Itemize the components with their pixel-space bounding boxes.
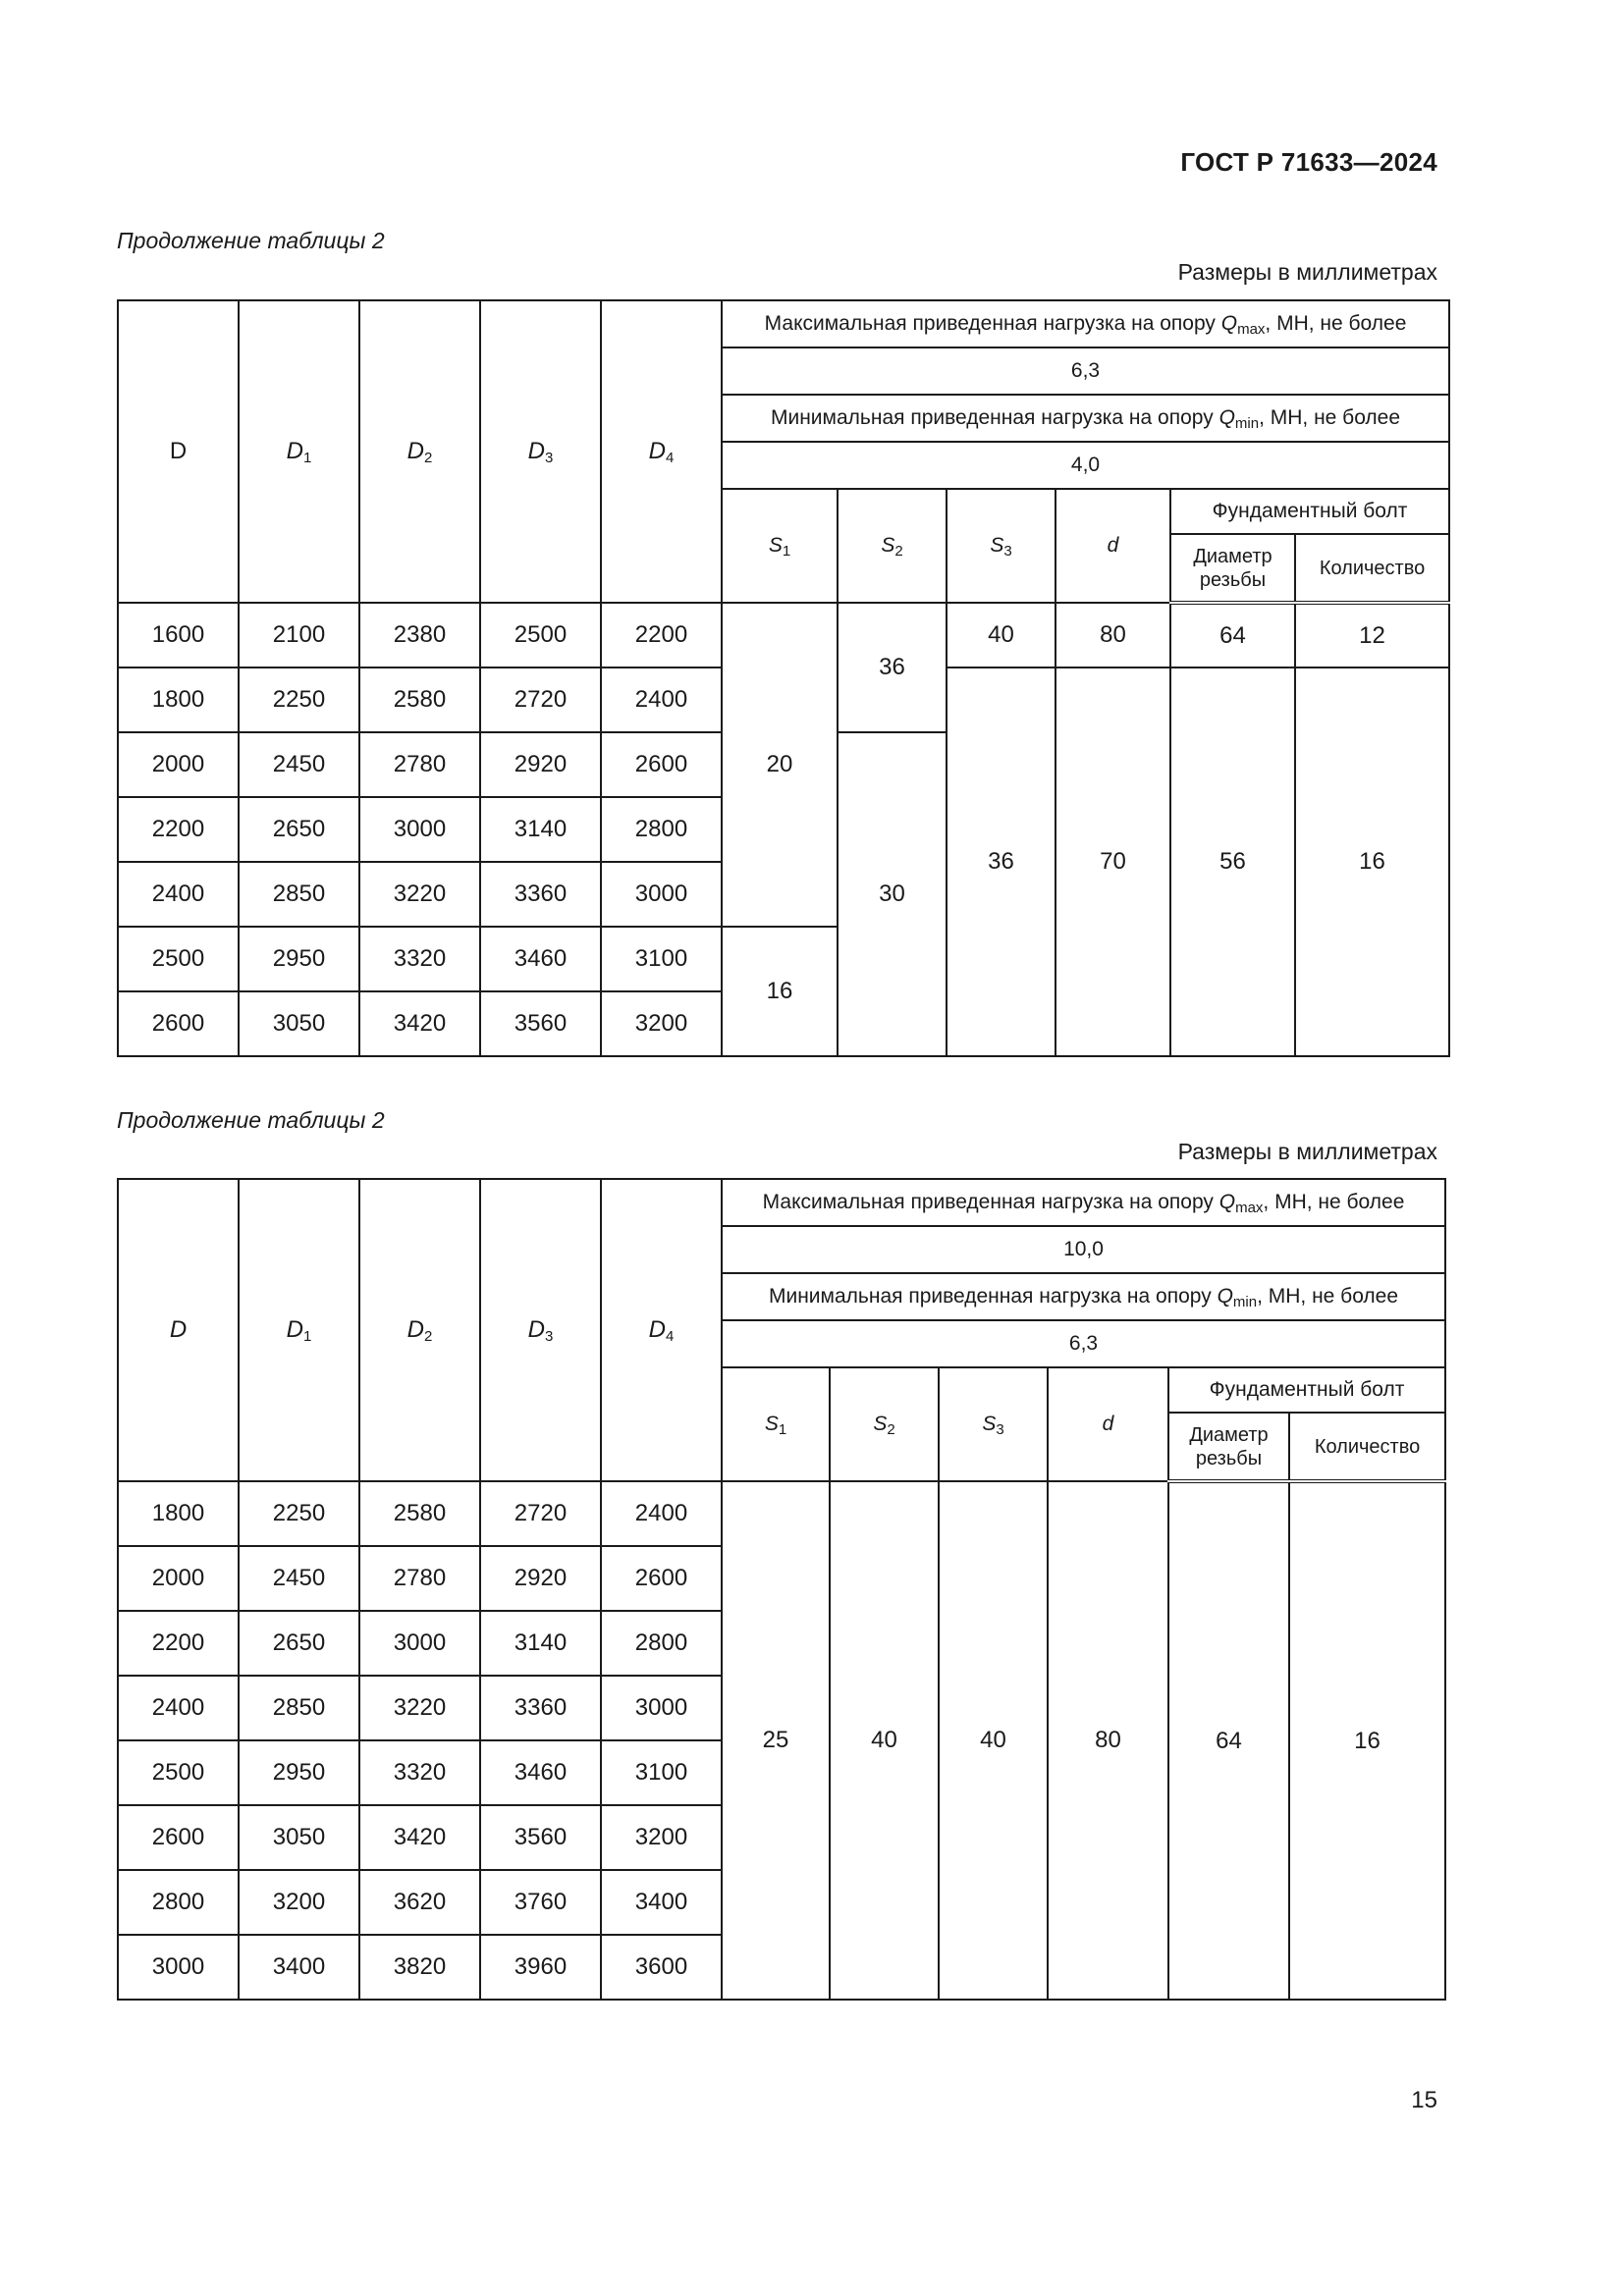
cell-D: 2200 bbox=[118, 797, 239, 862]
cell-D3: 2500 bbox=[480, 603, 601, 667]
cell-D: 2500 bbox=[118, 927, 239, 991]
cell-quantity: 16 bbox=[1289, 1481, 1445, 2000]
table2-units: Размеры в миллиметрах bbox=[1177, 1139, 1437, 1164]
cell-D1: 2450 bbox=[239, 1546, 359, 1611]
cell-D4: 2600 bbox=[601, 732, 722, 797]
cell-D2: 3620 bbox=[359, 1870, 480, 1935]
header-qmax: Максимальная приведенная нагрузка на опору $Q_{max}$, МН, не более bbox=[722, 300, 1449, 347]
cell-D4: 2800 bbox=[601, 1611, 722, 1676]
header-qmin-value: 6,3 bbox=[722, 1320, 1445, 1367]
cell-thread-diameter: 64 bbox=[1168, 1481, 1289, 2000]
cell-D2: 3320 bbox=[359, 1740, 480, 1805]
cell-D2: 3000 bbox=[359, 1611, 480, 1676]
cell-S3: 40 bbox=[947, 603, 1056, 667]
header-S3: $S_3$ bbox=[947, 489, 1056, 603]
cell-D3: 2720 bbox=[480, 1481, 601, 1546]
cell-D3: 2920 bbox=[480, 1546, 601, 1611]
cell-D4: 3200 bbox=[601, 991, 722, 1056]
cell-D1: 2650 bbox=[239, 1611, 359, 1676]
cell-D2: 2780 bbox=[359, 1546, 480, 1611]
header-quantity: Количество bbox=[1289, 1413, 1445, 1481]
document-standard-id: ГОСТ Р 71633—2024 bbox=[1180, 147, 1437, 177]
cell-quantity: 12 bbox=[1295, 603, 1449, 667]
cell-S2: 30 bbox=[838, 732, 947, 1056]
cell-D2: 3320 bbox=[359, 927, 480, 991]
header-D1: $D_1$ bbox=[239, 300, 359, 603]
cell-D4: 2800 bbox=[601, 797, 722, 862]
cell-D3: 3140 bbox=[480, 797, 601, 862]
cell-S1: 16 bbox=[722, 927, 838, 1056]
cell-D: 1800 bbox=[118, 667, 239, 732]
cell-D3: 3360 bbox=[480, 862, 601, 927]
header-qmin: Минимальная приведенная нагрузка на опору $Q_{min}$, МН, не более bbox=[722, 1273, 1445, 1320]
page-number: 15 bbox=[1411, 2087, 1437, 2113]
cell-D3: 2720 bbox=[480, 667, 601, 732]
cell-D1: 3400 bbox=[239, 1935, 359, 2000]
cell-D2: 3220 bbox=[359, 1676, 480, 1740]
cell-D4: 3100 bbox=[601, 1740, 722, 1805]
cell-D4: 2200 bbox=[601, 603, 722, 667]
cell-D: 2000 bbox=[118, 1546, 239, 1611]
header-D1: $D_1$ bbox=[239, 1179, 359, 1481]
cell-D1: 2100 bbox=[239, 603, 359, 667]
cell-D3: 3460 bbox=[480, 927, 601, 991]
cell-D2: 2380 bbox=[359, 603, 480, 667]
cell-D: 1800 bbox=[118, 1481, 239, 1546]
header-D: D bbox=[118, 300, 239, 603]
cell-D2: 2780 bbox=[359, 732, 480, 797]
table-row bbox=[118, 1481, 1445, 1546]
cell-D2: 2580 bbox=[359, 1481, 480, 1546]
cell-D: 2600 bbox=[118, 1805, 239, 1870]
cell-D1: 2950 bbox=[239, 927, 359, 991]
cell-D1: 2950 bbox=[239, 1740, 359, 1805]
cell-D2: 3820 bbox=[359, 1935, 480, 2000]
header-D4: $D_4$ bbox=[601, 300, 722, 603]
header-D2: $D_2$ bbox=[359, 1179, 480, 1481]
cell-d: 70 bbox=[1056, 667, 1170, 1056]
cell-D2: 3420 bbox=[359, 1805, 480, 1870]
cell-D3: 3140 bbox=[480, 1611, 601, 1676]
header-qmax-value: 10,0 bbox=[722, 1226, 1445, 1273]
cell-D1: 3200 bbox=[239, 1870, 359, 1935]
cell-D1: 2850 bbox=[239, 1676, 359, 1740]
cell-D1: 2650 bbox=[239, 797, 359, 862]
header-qmin-value: 4,0 bbox=[722, 442, 1449, 489]
cell-D1: 3050 bbox=[239, 991, 359, 1056]
header-quantity: Количество bbox=[1295, 534, 1449, 603]
table2 bbox=[117, 1178, 1446, 2001]
cell-S1: 20 bbox=[722, 603, 838, 927]
cell-D: 2600 bbox=[118, 991, 239, 1056]
header-d: d bbox=[1048, 1367, 1168, 1481]
cell-D: 2200 bbox=[118, 1611, 239, 1676]
table2-caption: Продолжение таблицы 2 bbox=[117, 1107, 385, 1133]
cell-D1: 2250 bbox=[239, 667, 359, 732]
cell-D3: 3460 bbox=[480, 1740, 601, 1805]
cell-D3: 3560 bbox=[480, 1805, 601, 1870]
cell-D4: 2400 bbox=[601, 1481, 722, 1546]
header-S1: $S_1$ bbox=[722, 489, 838, 603]
header-thread-diameter: Диаметр резьбы bbox=[1170, 534, 1295, 603]
cell-D2: 3420 bbox=[359, 991, 480, 1056]
header-D2: $D_2$ bbox=[359, 300, 480, 603]
header-S2: $S_2$ bbox=[830, 1367, 939, 1481]
header-D3: $D_3$ bbox=[480, 300, 601, 603]
table1-units: Размеры в миллиметрах bbox=[1177, 259, 1437, 285]
cell-S3: 40 bbox=[939, 1481, 1048, 2000]
cell-D1: 2250 bbox=[239, 1481, 359, 1546]
cell-D2: 3000 bbox=[359, 797, 480, 862]
cell-D4: 3200 bbox=[601, 1805, 722, 1870]
header-thread-diameter: Диаметр резьбы bbox=[1168, 1413, 1289, 1481]
cell-D3: 3360 bbox=[480, 1676, 601, 1740]
header-S3: $S_3$ bbox=[939, 1367, 1048, 1481]
header-qmin: Минимальная приведенная нагрузка на опору $Q_{min}$, МН, не более bbox=[722, 395, 1449, 442]
cell-D: 2400 bbox=[118, 862, 239, 927]
cell-quantity: 16 bbox=[1295, 667, 1449, 1056]
cell-D4: 2600 bbox=[601, 1546, 722, 1611]
cell-S2: 40 bbox=[830, 1481, 939, 2000]
cell-D4: 2400 bbox=[601, 667, 722, 732]
cell-D3: 3760 bbox=[480, 1870, 601, 1935]
header-qmax-value: 6,3 bbox=[722, 347, 1449, 395]
header-foundation-bolt: Фундаментный болт bbox=[1168, 1367, 1445, 1413]
cell-D: 3000 bbox=[118, 1935, 239, 2000]
header-S1: $S_1$ bbox=[722, 1367, 830, 1481]
cell-D1: 2450 bbox=[239, 732, 359, 797]
cell-thread-diameter: 56 bbox=[1170, 667, 1295, 1056]
cell-D2: 2580 bbox=[359, 667, 480, 732]
header-D3: $D_3$ bbox=[480, 1179, 601, 1481]
cell-d: 80 bbox=[1056, 603, 1170, 667]
cell-thread-diameter: 64 bbox=[1170, 603, 1295, 667]
cell-D3: 3560 bbox=[480, 991, 601, 1056]
cell-D: 2400 bbox=[118, 1676, 239, 1740]
cell-D4: 3100 bbox=[601, 927, 722, 991]
cell-D3: 2920 bbox=[480, 732, 601, 797]
cell-D3: 3960 bbox=[480, 1935, 601, 2000]
cell-S2: 36 bbox=[838, 603, 947, 732]
header-S2: $S_2$ bbox=[838, 489, 947, 603]
cell-S1: 25 bbox=[722, 1481, 830, 2000]
table1 bbox=[117, 299, 1450, 1057]
cell-D4: 3400 bbox=[601, 1870, 722, 1935]
cell-D4: 3000 bbox=[601, 1676, 722, 1740]
cell-D4: 3000 bbox=[601, 862, 722, 927]
cell-S3: 36 bbox=[947, 667, 1056, 1056]
cell-D1: 3050 bbox=[239, 1805, 359, 1870]
header-D4: $D_4$ bbox=[601, 1179, 722, 1481]
cell-D4: 3600 bbox=[601, 1935, 722, 2000]
cell-D: 2500 bbox=[118, 1740, 239, 1805]
header-D: D bbox=[118, 1179, 239, 1481]
table1-caption: Продолжение таблицы 2 bbox=[117, 228, 385, 253]
cell-D2: 3220 bbox=[359, 862, 480, 927]
cell-D1: 2850 bbox=[239, 862, 359, 927]
header-qmax: Максимальная приведенная нагрузка на опору $Q_{max}$, МН, не более bbox=[722, 1179, 1445, 1226]
table-row bbox=[118, 603, 1449, 667]
cell-D: 1600 bbox=[118, 603, 239, 667]
header-foundation-bolt: Фундаментный болт bbox=[1170, 489, 1449, 534]
cell-D: 2800 bbox=[118, 1870, 239, 1935]
header-d: d bbox=[1056, 489, 1170, 603]
cell-D: 2000 bbox=[118, 732, 239, 797]
cell-d: 80 bbox=[1048, 1481, 1168, 2000]
